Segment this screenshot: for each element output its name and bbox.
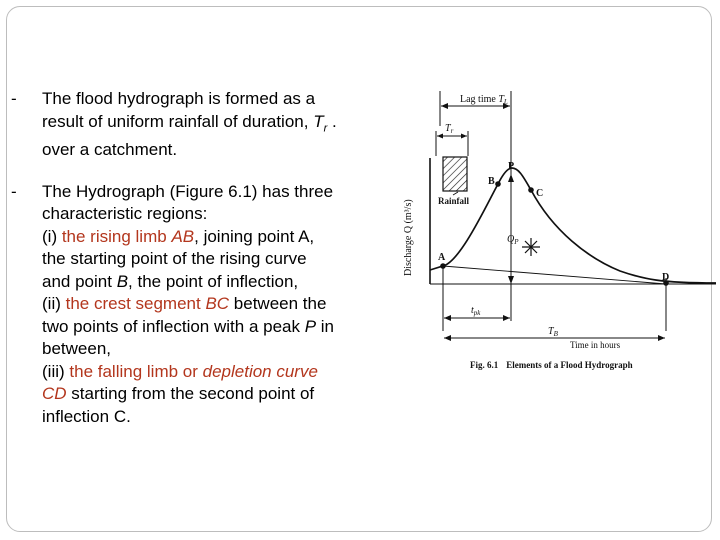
figure-caption: Fig. 6.1 Elements of a Flood Hydrograph [470,360,633,370]
text-line-rising-limb: (i) the rising limb AB, joining point A, [42,226,315,246]
lag-time-label: Lag time $T_L$ [460,94,508,106]
centroid-star-icon [522,238,540,256]
text-line: CD starting from the second point of [42,384,315,404]
point-b-label: B [488,176,495,187]
point-p-label: P [508,161,515,172]
text-line-falling-limb: (iii) the falling limb or depletion curve [42,361,318,381]
bullet-item-hydrograph-formation [11,88,391,162]
rainfall-label: Rainfall [438,196,470,206]
text-line: two points of inflection with a peak P in [42,316,335,336]
point-c-label: C [536,188,544,199]
text-line: between, [42,339,111,359]
y-axis-label: Discharge Q (m³/s) [403,199,414,276]
bullet-item-hydrograph-regions [11,181,391,429]
hydrograph-curve [430,168,716,283]
point-a-marker [440,263,446,269]
bullet-list [11,88,391,447]
text-line-crest-segment: (ii) the crest segment BC between the [42,294,327,314]
text-line: The flood hydrograph is formed as a [42,89,316,108]
text-line: characteristic regions: [42,204,208,224]
tr-label: $T_r$ [445,123,454,135]
bullet-marker: - [11,89,17,108]
text-line: and point B, the point of inflection, [42,271,299,291]
time-axis-label: Time in hours [570,340,621,350]
qp-label: $Q_P$ [507,234,519,246]
tb-label: $T_B$ [548,326,558,338]
bullet-marker: - [11,181,17,201]
text-line: result of uniform rainfall of duration, $T_r$ . [42,111,337,134]
hydrograph-figure [398,86,716,376]
point-b-marker [495,181,501,187]
tr-dimension [436,123,468,156]
rainfall-block [443,157,467,191]
text-line: inflection C. [42,406,131,426]
text-line: The Hydrograph (Figure 6.1) has three [42,181,334,201]
text-line: over a catchment. [42,140,178,160]
point-d-label: D [662,272,670,283]
tpk-label: $t_{pk}$ [471,305,481,317]
text-line: the starting point of the rising curve [42,249,307,269]
point-c-marker [528,187,534,193]
point-a-label: A [438,252,446,263]
